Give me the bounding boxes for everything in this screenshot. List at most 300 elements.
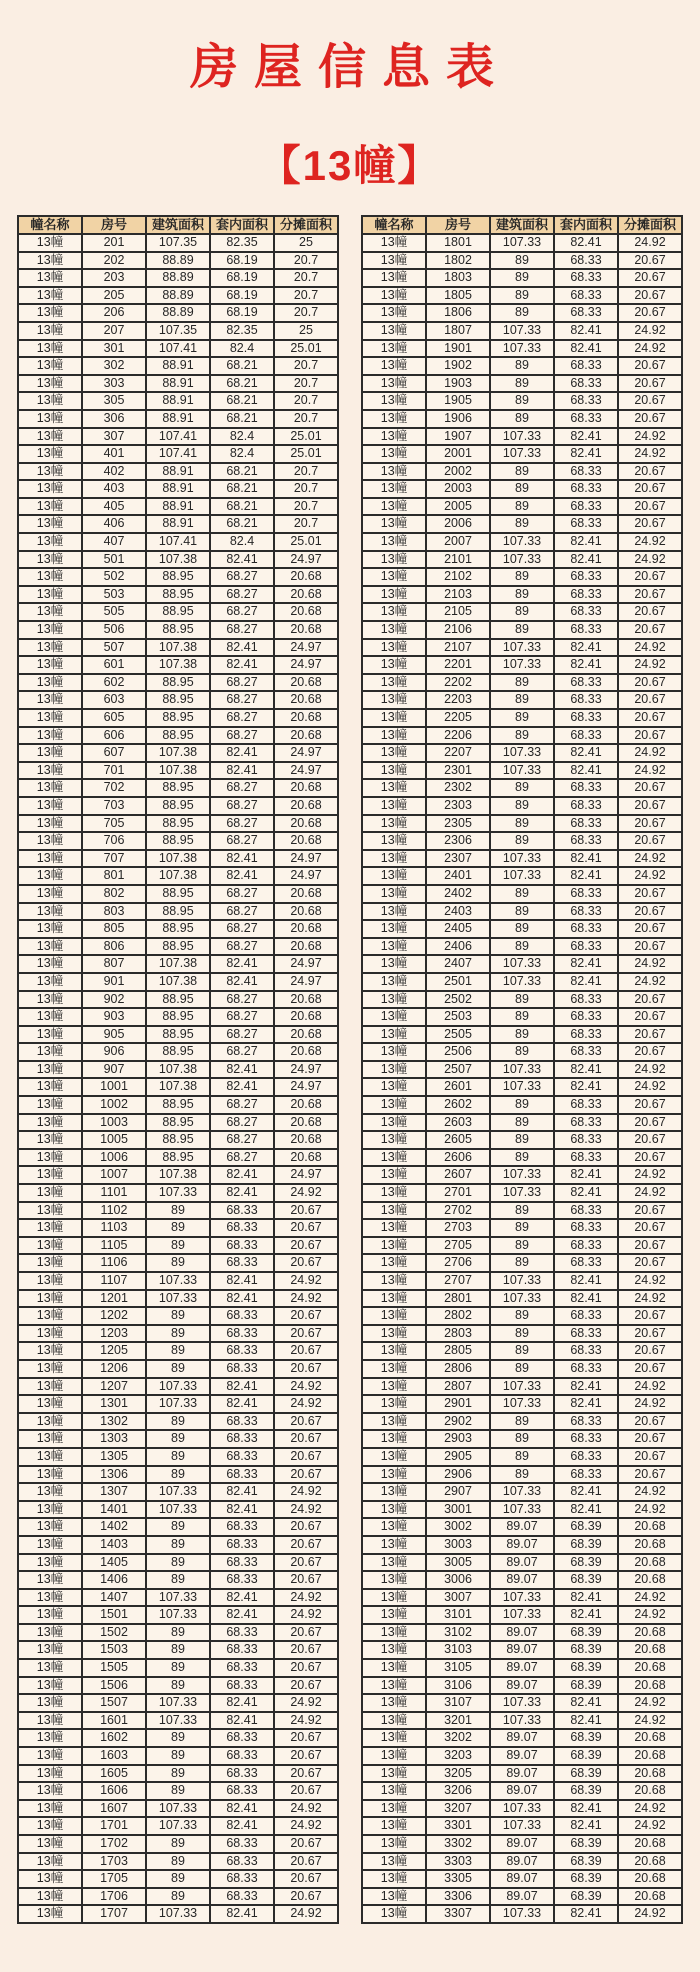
table-cell: 20.67 — [618, 1466, 682, 1484]
table-cell: 89.07 — [490, 1870, 554, 1888]
table-cell: 20.68 — [618, 1571, 682, 1589]
table-cell: 13幢 — [18, 1888, 82, 1906]
table-cell: 2506 — [426, 1043, 490, 1061]
table-cell: 89 — [490, 252, 554, 270]
table-cell: 2205 — [426, 709, 490, 727]
table-cell: 68.33 — [554, 903, 618, 921]
table-cell: 107.38 — [146, 744, 210, 762]
table-cell: 706 — [82, 832, 146, 850]
table-cell: 13幢 — [18, 867, 82, 885]
table-cell: 20.67 — [274, 1413, 338, 1431]
table-cell: 89 — [490, 304, 554, 322]
table-cell: 13幢 — [18, 410, 82, 428]
table-cell: 107.33 — [490, 1817, 554, 1835]
table-cell: 68.27 — [210, 1008, 274, 1026]
table-row — [362, 1800, 682, 1818]
table-row — [362, 1641, 682, 1659]
table-cell: 68.33 — [210, 1254, 274, 1272]
table-cell: 107.33 — [490, 1061, 554, 1079]
table-row — [362, 392, 682, 410]
table-cell: 24.92 — [618, 428, 682, 446]
table-cell: 13幢 — [18, 551, 82, 569]
table-cell: 302 — [82, 357, 146, 375]
table-cell: 13幢 — [362, 463, 426, 481]
table-cell: 1101 — [82, 1184, 146, 1202]
table-cell: 20.67 — [274, 1641, 338, 1659]
table-row — [362, 1166, 682, 1184]
table-cell: 25.01 — [274, 428, 338, 446]
table-cell: 24.92 — [618, 1395, 682, 1413]
table-cell: 24.92 — [618, 1290, 682, 1308]
table-row — [362, 1853, 682, 1871]
table-cell: 13幢 — [18, 1782, 82, 1800]
table-cell: 24.97 — [274, 1061, 338, 1079]
table-cell: 13幢 — [362, 1589, 426, 1607]
table-cell: 89 — [490, 1466, 554, 1484]
table-cell: 13幢 — [362, 1325, 426, 1343]
table-cell: 89 — [490, 463, 554, 481]
table-cell: 89 — [490, 1114, 554, 1132]
table-cell: 13幢 — [362, 1677, 426, 1695]
table-cell: 82.41 — [210, 1290, 274, 1308]
table-row — [362, 1888, 682, 1906]
table-row — [362, 955, 682, 973]
table-cell: 68.19 — [210, 304, 274, 322]
table-cell: 13幢 — [362, 621, 426, 639]
table-cell: 68.33 — [554, 1008, 618, 1026]
table-cell: 13幢 — [362, 727, 426, 745]
table-cell: 89.07 — [490, 1853, 554, 1871]
table-cell: 20.68 — [274, 920, 338, 938]
table-cell: 3303 — [426, 1853, 490, 1871]
table-cell: 3201 — [426, 1712, 490, 1730]
table-cell: 82.41 — [554, 445, 618, 463]
table-row — [362, 1518, 682, 1536]
table-cell: 68.33 — [554, 1149, 618, 1167]
table-cell: 89 — [146, 1342, 210, 1360]
table-cell: 89 — [146, 1325, 210, 1343]
table-row — [18, 1430, 338, 1448]
table-cell: 24.97 — [274, 551, 338, 569]
table-cell: 20.67 — [618, 1026, 682, 1044]
table-cell: 107.33 — [146, 1483, 210, 1501]
table-cell: 13幢 — [18, 304, 82, 322]
table-row — [18, 1835, 338, 1853]
table-cell: 20.68 — [274, 586, 338, 604]
table-cell: 13幢 — [18, 1835, 82, 1853]
table-cell: 20.7 — [274, 498, 338, 516]
table-cell: 2703 — [426, 1219, 490, 1237]
table-row — [362, 1782, 682, 1800]
table-cell: 13幢 — [18, 1729, 82, 1747]
table-cell: 24.92 — [274, 1800, 338, 1818]
table-cell: 68.27 — [210, 1131, 274, 1149]
table-cell: 89 — [490, 568, 554, 586]
table-cell: 20.67 — [274, 1518, 338, 1536]
table-cell: 20.68 — [274, 1043, 338, 1061]
table-row — [18, 903, 338, 921]
table-cell: 89 — [490, 674, 554, 692]
table-cell: 13幢 — [18, 287, 82, 305]
table-cell: 13幢 — [18, 850, 82, 868]
table-cell: 107.33 — [490, 1184, 554, 1202]
table-cell: 20.7 — [274, 357, 338, 375]
table-cell: 20.67 — [618, 938, 682, 956]
table-row — [18, 1254, 338, 1272]
table-cell: 89.07 — [490, 1536, 554, 1554]
table-cell: 107.33 — [490, 1078, 554, 1096]
table-row — [18, 639, 338, 657]
table-cell: 703 — [82, 797, 146, 815]
table-cell: 82.41 — [210, 1166, 274, 1184]
table-row — [362, 1606, 682, 1624]
table-cell: 1407 — [82, 1589, 146, 1607]
table-cell: 24.92 — [618, 762, 682, 780]
table-cell: 2603 — [426, 1114, 490, 1132]
table-cell: 82.41 — [210, 639, 274, 657]
table-cell: 13幢 — [18, 1114, 82, 1132]
table-cell: 107.35 — [146, 322, 210, 340]
table-cell: 2206 — [426, 727, 490, 745]
table-row — [362, 1395, 682, 1413]
table-cell: 107.38 — [146, 551, 210, 569]
table-cell: 89 — [146, 1219, 210, 1237]
table-cell: 20.68 — [274, 674, 338, 692]
column-header: 套内面积 — [554, 216, 618, 234]
table-cell: 24.92 — [274, 1589, 338, 1607]
table-cell: 13幢 — [18, 603, 82, 621]
table-cell: 88.91 — [146, 463, 210, 481]
table-cell: 20.68 — [618, 1747, 682, 1765]
table-cell: 82.35 — [210, 322, 274, 340]
table-row — [18, 1395, 338, 1413]
table-cell: 82.41 — [210, 1078, 274, 1096]
table-cell: 13幢 — [362, 1184, 426, 1202]
table-cell: 13幢 — [362, 903, 426, 921]
table-cell: 13幢 — [362, 1272, 426, 1290]
table-cell: 13幢 — [362, 304, 426, 322]
table-row — [18, 1061, 338, 1079]
table-cell: 68.33 — [554, 269, 618, 287]
table-cell: 13幢 — [18, 832, 82, 850]
table-cell: 2806 — [426, 1360, 490, 1378]
table-cell: 2802 — [426, 1307, 490, 1325]
table-cell: 82.41 — [210, 1061, 274, 1079]
table-cell: 13幢 — [18, 234, 82, 252]
table-cell: 89.07 — [490, 1677, 554, 1695]
table-cell: 68.33 — [210, 1835, 274, 1853]
table-cell: 68.27 — [210, 1114, 274, 1132]
table-cell: 82.41 — [554, 955, 618, 973]
table-row — [18, 1694, 338, 1712]
table-cell: 20.67 — [618, 1219, 682, 1237]
table-cell: 82.41 — [210, 762, 274, 780]
table-row — [18, 727, 338, 745]
table-cell: 13幢 — [18, 779, 82, 797]
table-cell: 13幢 — [18, 1448, 82, 1466]
table-cell: 403 — [82, 480, 146, 498]
table-cell: 89.07 — [490, 1554, 554, 1572]
table-cell: 88.89 — [146, 287, 210, 305]
table-row — [18, 340, 338, 358]
table-cell: 1502 — [82, 1624, 146, 1642]
table-cell: 13幢 — [18, 1078, 82, 1096]
table-cell: 2602 — [426, 1096, 490, 1114]
table-cell: 202 — [82, 252, 146, 270]
table-cell: 402 — [82, 463, 146, 481]
table-cell: 203 — [82, 269, 146, 287]
table-cell: 702 — [82, 779, 146, 797]
table-row — [18, 234, 338, 252]
table-cell: 2107 — [426, 639, 490, 657]
table-cell: 68.33 — [554, 515, 618, 533]
table-cell: 805 — [82, 920, 146, 938]
table-cell: 20.67 — [618, 480, 682, 498]
table-cell: 89 — [490, 515, 554, 533]
table-cell: 107.38 — [146, 973, 210, 991]
table-cell: 82.41 — [554, 428, 618, 446]
table-cell: 68.39 — [554, 1536, 618, 1554]
table-cell: 13幢 — [362, 1078, 426, 1096]
table-cell: 24.92 — [274, 1712, 338, 1730]
table-cell: 3203 — [426, 1747, 490, 1765]
table-cell: 13幢 — [18, 1378, 82, 1396]
table-row — [362, 674, 682, 692]
table-row — [18, 691, 338, 709]
table-cell: 89 — [490, 1430, 554, 1448]
table-cell: 13幢 — [362, 1202, 426, 1220]
table-cell: 68.33 — [210, 1448, 274, 1466]
table-cell: 2305 — [426, 815, 490, 833]
table-cell: 13幢 — [362, 955, 426, 973]
table-cell: 13幢 — [18, 515, 82, 533]
table-cell: 20.67 — [274, 1677, 338, 1695]
table-cell: 68.33 — [210, 1659, 274, 1677]
table-cell: 89.07 — [490, 1835, 554, 1853]
table-cell: 20.68 — [618, 1659, 682, 1677]
table-cell: 68.33 — [210, 1237, 274, 1255]
table-cell: 1303 — [82, 1430, 146, 1448]
table-cell: 13幢 — [362, 815, 426, 833]
table-cell: 13幢 — [362, 340, 426, 358]
table-cell: 89 — [490, 1448, 554, 1466]
table-cell: 68.27 — [210, 586, 274, 604]
table-row — [362, 656, 682, 674]
table-cell: 89 — [146, 1554, 210, 1572]
table-cell: 13幢 — [18, 392, 82, 410]
table-cell: 24.92 — [618, 1817, 682, 1835]
table-cell: 82.41 — [554, 639, 618, 657]
table-cell: 1505 — [82, 1659, 146, 1677]
table-cell: 89 — [146, 1659, 210, 1677]
table-cell: 13幢 — [18, 1325, 82, 1343]
table-cell: 307 — [82, 428, 146, 446]
table-cell: 89 — [490, 1131, 554, 1149]
table-cell: 13幢 — [18, 480, 82, 498]
table-cell: 13幢 — [18, 1483, 82, 1501]
table-cell: 13幢 — [362, 322, 426, 340]
table-body-right — [362, 234, 682, 1923]
table-cell: 107.33 — [490, 1378, 554, 1396]
table-cell: 68.27 — [210, 1096, 274, 1114]
table-cell: 89 — [490, 797, 554, 815]
column-header: 幢名称 — [362, 216, 426, 234]
table-cell: 24.97 — [274, 1078, 338, 1096]
table-cell: 82.41 — [210, 1272, 274, 1290]
table-row — [18, 1008, 338, 1026]
table-cell: 13幢 — [18, 762, 82, 780]
table-cell: 88.95 — [146, 709, 210, 727]
table-cell: 13幢 — [362, 1817, 426, 1835]
table-cell: 68.33 — [554, 1131, 618, 1149]
table-cell: 801 — [82, 867, 146, 885]
column-header: 建筑面积 — [146, 216, 210, 234]
table-cell: 68.33 — [554, 410, 618, 428]
table-cell: 13幢 — [18, 621, 82, 639]
table-cell: 20.67 — [274, 1571, 338, 1589]
table-cell: 68.33 — [554, 357, 618, 375]
table-cell: 89 — [490, 1096, 554, 1114]
table-row — [362, 973, 682, 991]
table-row — [362, 1729, 682, 1747]
table-cell: 88.95 — [146, 674, 210, 692]
table-cell: 107.33 — [146, 1606, 210, 1624]
table-cell: 2702 — [426, 1202, 490, 1220]
table-cell: 13幢 — [362, 1043, 426, 1061]
table-cell: 1801 — [426, 234, 490, 252]
table-cell: 2502 — [426, 991, 490, 1009]
table-cell: 2105 — [426, 603, 490, 621]
table-cell: 68.27 — [210, 797, 274, 815]
table-cell: 68.33 — [554, 1096, 618, 1114]
table-cell: 1206 — [82, 1360, 146, 1378]
table-cell: 107.33 — [490, 428, 554, 446]
table-cell: 2905 — [426, 1448, 490, 1466]
table-cell: 68.27 — [210, 674, 274, 692]
table-cell: 20.67 — [618, 815, 682, 833]
table-row — [18, 744, 338, 762]
table-cell: 13幢 — [362, 586, 426, 604]
table-cell: 82.41 — [554, 1184, 618, 1202]
table-cell: 89 — [490, 392, 554, 410]
table-cell: 68.33 — [554, 1254, 618, 1272]
table-cell: 13幢 — [18, 1430, 82, 1448]
table-cell: 306 — [82, 410, 146, 428]
table-cell: 107.33 — [146, 1694, 210, 1712]
table-cell: 89 — [146, 1413, 210, 1431]
table-row — [18, 1747, 338, 1765]
table-cell: 89 — [490, 1008, 554, 1026]
table-cell: 13幢 — [18, 463, 82, 481]
table-cell: 1603 — [82, 1747, 146, 1765]
table-cell: 89 — [490, 1149, 554, 1167]
table-cell: 2207 — [426, 744, 490, 762]
table-cell: 1305 — [82, 1448, 146, 1466]
table-cell: 13幢 — [18, 744, 82, 762]
table-row — [18, 1905, 338, 1923]
table-cell: 88.91 — [146, 357, 210, 375]
table-cell: 24.92 — [274, 1694, 338, 1712]
table-cell: 13幢 — [18, 1501, 82, 1519]
table-cell: 68.33 — [210, 1307, 274, 1325]
table-cell: 13幢 — [18, 1307, 82, 1325]
table-row — [18, 1131, 338, 1149]
table-cell: 68.33 — [210, 1430, 274, 1448]
table-cell: 1203 — [82, 1325, 146, 1343]
table-cell: 1503 — [82, 1641, 146, 1659]
table-row — [18, 1114, 338, 1132]
table-cell: 82.41 — [554, 1272, 618, 1290]
table-cell: 68.39 — [554, 1571, 618, 1589]
table-cell: 89 — [490, 691, 554, 709]
table-cell: 13幢 — [362, 392, 426, 410]
table-cell: 24.92 — [618, 1589, 682, 1607]
table-cell: 13幢 — [362, 551, 426, 569]
table-cell: 13幢 — [18, 1589, 82, 1607]
table-cell: 503 — [82, 586, 146, 604]
table-cell: 2201 — [426, 656, 490, 674]
table-cell: 2605 — [426, 1131, 490, 1149]
table-cell: 13幢 — [18, 1905, 82, 1923]
table-cell: 902 — [82, 991, 146, 1009]
table-cell: 20.67 — [618, 691, 682, 709]
table-cell: 605 — [82, 709, 146, 727]
table-cell: 701 — [82, 762, 146, 780]
table-cell: 13幢 — [362, 1747, 426, 1765]
table-cell: 20.68 — [274, 1114, 338, 1132]
table-cell: 68.33 — [210, 1325, 274, 1343]
table-row — [18, 1078, 338, 1096]
table-row — [18, 1096, 338, 1114]
table-cell: 20.67 — [618, 1448, 682, 1466]
table-cell: 2102 — [426, 568, 490, 586]
table-cell: 13幢 — [362, 515, 426, 533]
table-cell: 82.41 — [554, 1483, 618, 1501]
table-cell: 20.68 — [618, 1641, 682, 1659]
table-cell: 89.07 — [490, 1729, 554, 1747]
table-cell: 82.41 — [554, 1817, 618, 1835]
table-cell: 13幢 — [362, 269, 426, 287]
table-cell: 20.67 — [618, 1254, 682, 1272]
table-row — [18, 1659, 338, 1677]
table-row — [18, 1483, 338, 1501]
table-cell: 305 — [82, 392, 146, 410]
table-cell: 1901 — [426, 340, 490, 358]
table-row — [362, 480, 682, 498]
table-header — [18, 216, 338, 234]
table-cell: 13幢 — [362, 603, 426, 621]
table-row — [362, 1378, 682, 1396]
table-cell: 89.07 — [490, 1747, 554, 1765]
table-row — [362, 1237, 682, 1255]
column-header: 套内面积 — [210, 216, 274, 234]
table-row — [362, 1712, 682, 1730]
table-cell: 1106 — [82, 1254, 146, 1272]
table-cell: 68.33 — [554, 1237, 618, 1255]
table-cell: 68.21 — [210, 480, 274, 498]
table-cell: 20.67 — [618, 1131, 682, 1149]
table-cell: 24.92 — [618, 1606, 682, 1624]
table-row — [18, 1501, 338, 1519]
table-cell: 2406 — [426, 938, 490, 956]
table-cell: 20.67 — [618, 357, 682, 375]
table-cell: 24.97 — [274, 850, 338, 868]
table-cell: 20.7 — [274, 375, 338, 393]
table-row — [362, 762, 682, 780]
table-cell: 2401 — [426, 867, 490, 885]
table-cell: 107.38 — [146, 1078, 210, 1096]
table-cell: 82.41 — [554, 533, 618, 551]
